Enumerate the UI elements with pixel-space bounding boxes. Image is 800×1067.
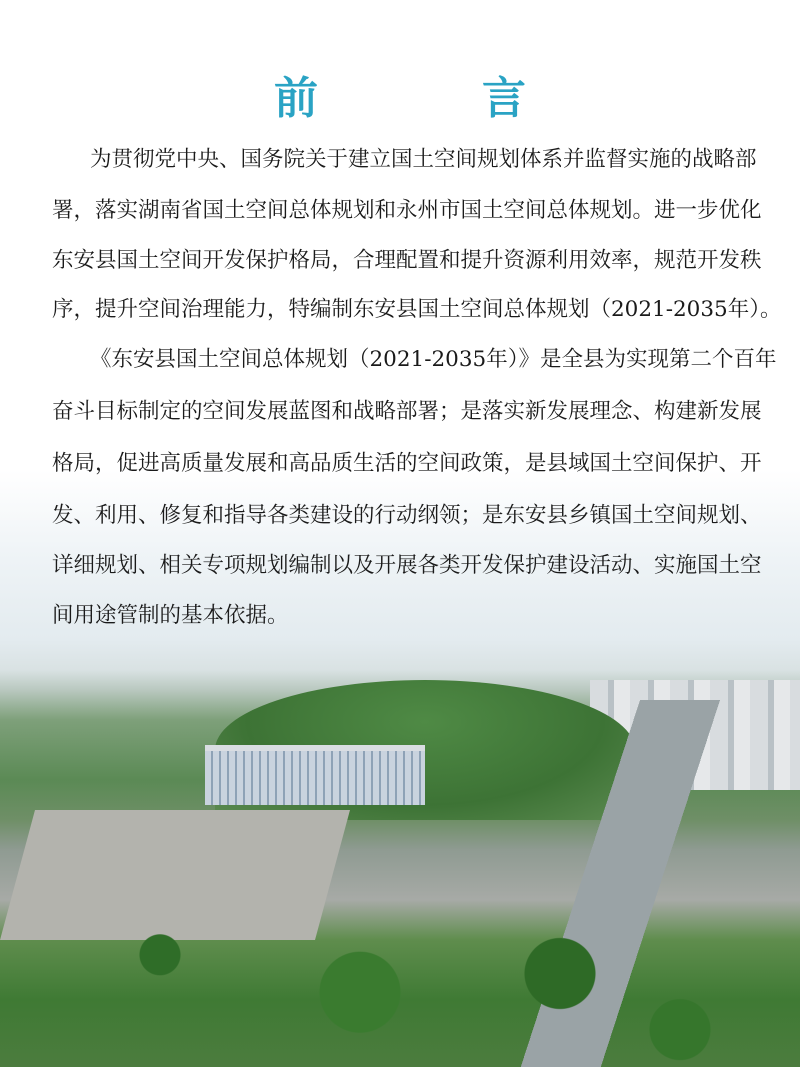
paragraph-line: 《东安县国土空间总体规划（2021-2035年）》是全县为实现第二个百年 xyxy=(90,347,777,372)
paragraph-line: 序，提升空间治理能力，特编制东安县国土空间总体规划（2021-2035年）。 xyxy=(52,297,782,322)
paragraph-line: 署，落实湖南省国土空间总体规划和永州市国土空间总体规划。进一步优化 xyxy=(52,198,762,223)
paragraph-line: 格局，促进高质量发展和高品质生活的空间政策，是县域国土空间保护、开 xyxy=(52,451,762,476)
paragraph-line: 发、利用、修复和指导各类建设的行动纲领；是东安县乡镇国土空间规划、 xyxy=(52,503,762,528)
paragraph-line: 为贯彻党中央、国务院关于建立国土空间规划体系并监督实施的战略部 xyxy=(90,147,757,172)
park-trees xyxy=(0,880,800,1067)
page-title: 前 言 xyxy=(274,73,586,124)
paragraph-line: 东安县国土空间开发保护格局，合理配置和提升资源利用效率，规范开发秩 xyxy=(52,248,762,273)
paragraph-line: 详细规划、相关专项规划编制以及开展各类开发保护建设活动、实施国土空 xyxy=(52,553,762,578)
paragraph-line: 间用途管制的基本依据。 xyxy=(52,603,289,628)
government-building xyxy=(205,745,425,805)
paragraph-line: 奋斗目标制定的空间发展蓝图和战略部署；是落实新发展理念、构建新发展 xyxy=(52,399,762,424)
